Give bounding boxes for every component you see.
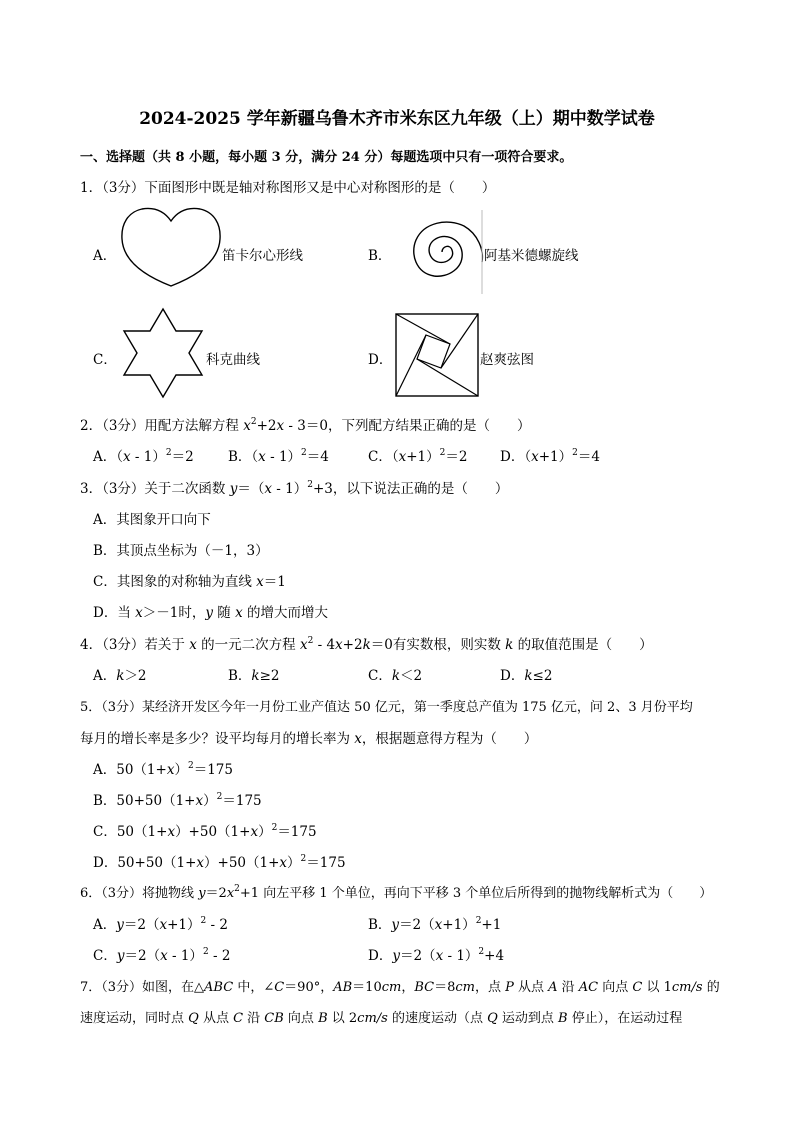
- question-6-stem: 6．（3分）将抛物线 $y=2x^2+1$ 向左平移 1 个单位，再向下平移 3 个单位后所得到的抛物线解析式为（ ）: [80, 884, 713, 901]
- q1-option-a-label: 笛卡尔心形线: [222, 248, 303, 264]
- q6-option-b: B．$y=2(x+1)^2+1$: [368, 916, 502, 933]
- cardioid-curve: [122, 209, 220, 287]
- q4-option-c: C．k＜2: [368, 668, 423, 684]
- outer-square: [396, 314, 478, 396]
- q2-option-d: D．$(x+1)^2=4$: [500, 448, 600, 465]
- q5-option-c: C．$50(1+x)+50(1+x)^2=175$: [93, 823, 317, 840]
- q1-option-c-label: 科克曲线: [206, 352, 260, 368]
- question-2-stem: 2．（3分）用配方法解方程 $x^2+2x - 3=0$，下列配方结果正确的是（ ）: [80, 417, 531, 434]
- question-5-line-1: 5．（3分）某经济开发区今年一月份工业产值达 50 亿元，第一季度总产值为 175 亿元，问 2、3 月份平均: [80, 700, 693, 715]
- question-7-line-1: 7．（3分）如图，在△ABC 中，∠C＝90°，AB＝10cm，BC＝8cm，点 P 从点 A 沿 AC 向点 C 以 1cm/s 的: [80, 980, 720, 995]
- q6-option-a: A．$y=2(x+1)^2 - 2$: [93, 916, 228, 933]
- q3-option-a: A．其图象开口向下: [93, 512, 211, 528]
- question-7-line-2: 速度运动，同时点 Q 从点 C 沿 CB 向点 B 以 2cm/s 的速度运动（点 Q 运动到点 B 停止），在运动过程: [80, 1011, 683, 1026]
- question-3-stem: 3．（3分）关于二次函数 y＝（x - 1）$^2$+3，以下说法正确的是（ ）: [80, 480, 509, 497]
- q6-option-d: D．y＝2（x - 1）$^2$+4: [368, 947, 505, 964]
- q1-option-a-letter: A．: [93, 248, 117, 264]
- q3-option-b: B．其顶点坐标为（－1，3）: [93, 543, 269, 559]
- q5-option-a: A．$50(1+x)^2=175$: [93, 761, 233, 778]
- q1-option-d-label: 赵爽弦图: [480, 352, 534, 368]
- cardioid-figure: [118, 206, 224, 288]
- q6-option-c: C．y＝2（x - 1）$^2$ - 2: [93, 947, 231, 964]
- q1-option-d-letter: D．: [368, 352, 393, 368]
- q4-option-a: A．k＞2: [93, 668, 147, 684]
- question-1-stem: 1．（3分）下面图形中既是轴对称图形又是中心对称图形的是（ ）: [80, 180, 496, 196]
- spiral-figure: [392, 210, 488, 294]
- q1-option-b-letter: B．: [368, 248, 392, 264]
- spiral-curve: [414, 222, 483, 276]
- q1-option-b-label: 阿基米德螺旋线: [484, 248, 579, 264]
- section-heading: 一、选择题（共 8 小题，每小题 3 分，满分 24 分）每题选项中只有一项符合要求。: [80, 150, 573, 165]
- q1-option-c-letter: C．: [93, 352, 117, 368]
- koch-star-shape: [124, 309, 202, 397]
- page-title: 2024-2025 学年新疆乌鲁木齐市米东区九年级（上）期中数学试卷: [139, 109, 655, 129]
- q4-option-b: B．k≥2: [228, 668, 280, 684]
- zhao-shuang-figure: [395, 313, 479, 397]
- q5-option-b: B．$50+50(1+x)^2=175$: [93, 792, 262, 809]
- q3-option-c: C．其图象的对称轴为直线 x＝1: [93, 574, 286, 590]
- question-5-line-2: 每月的增长率是多少？设平均每月的增长率为 x，根据题意得方程为（ ）: [80, 731, 538, 747]
- q2-option-a: A．（x - 1）$^2$＝2: [93, 448, 194, 465]
- q4-option-d: D．k≤2: [500, 668, 553, 684]
- koch-star-figure: [118, 307, 208, 399]
- q3-option-d: D．当 x＞－1时，y 随 x 的增大而增大: [93, 605, 328, 621]
- q2-option-c: C．$(x+1)^2=2$: [368, 448, 468, 465]
- q5-option-d: D．$50+50(1+x)+50(1+x)^2=175$: [93, 854, 346, 871]
- q2-option-b: B．（x - 1）$^2$＝4: [228, 448, 329, 465]
- question-4-stem: 4．（3分）若关于 x 的一元二次方程 $x^2 - 4x+2k=0$有实数根，则实数 k 的取值范围是（ ）: [80, 636, 653, 653]
